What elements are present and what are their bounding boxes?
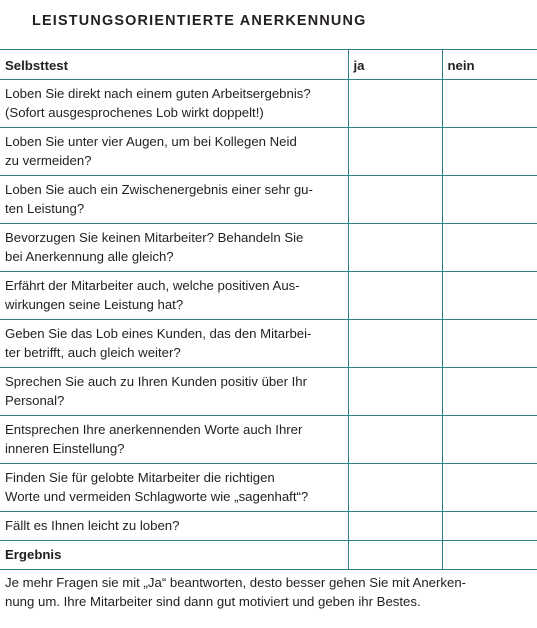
question-line: zu vermeiden?	[5, 152, 92, 168]
question-line: Geben Sie das Lob eines Kunden, das den Mitarbei-	[5, 325, 312, 341]
question-line: bei Anerkennung alle gleich?	[5, 248, 174, 264]
answer-nein-cell[interactable]	[442, 80, 537, 128]
result-ja-cell[interactable]	[348, 541, 442, 570]
question-line: Finden Sie für gelobte Mitarbeiter die richtigen	[5, 469, 275, 485]
question-row	[0, 512, 537, 541]
question-text	[0, 416, 348, 464]
question-line: Loben Sie direkt nach einem guten Arbeitsergebnis?	[5, 85, 311, 101]
answer-ja-cell[interactable]	[348, 416, 442, 464]
header-nein: nein	[442, 50, 537, 80]
answer-nein-cell[interactable]	[442, 416, 537, 464]
answer-ja-cell[interactable]	[348, 368, 442, 416]
answer-ja-cell[interactable]	[348, 512, 442, 541]
question-text	[0, 176, 348, 224]
question-row	[0, 80, 537, 128]
question-line: Loben Sie unter vier Augen, um bei Kollegen Neid	[5, 133, 297, 149]
table-header-row	[0, 50, 537, 80]
self-test-table	[0, 49, 537, 570]
answer-nein-cell[interactable]	[442, 224, 537, 272]
question-line: Sprechen Sie auch zu Ihren Kunden positiv über Ihr	[5, 373, 308, 389]
question-row	[0, 272, 537, 320]
question-text	[0, 128, 348, 176]
footnote-line: Je mehr Fragen sie mit „Ja“ beantworten, desto besser gehen Sie mit Anerken-	[5, 575, 467, 590]
header-ja: ja	[348, 50, 442, 80]
answer-nein-cell[interactable]	[442, 320, 537, 368]
result-row	[0, 541, 537, 570]
answer-ja-cell[interactable]	[348, 272, 442, 320]
question-row	[0, 416, 537, 464]
question-text	[0, 224, 348, 272]
answer-ja-cell[interactable]	[348, 224, 442, 272]
question-text	[0, 320, 348, 368]
answer-ja-cell[interactable]	[348, 464, 442, 512]
question-line: (Sofort ausgesprochenes Lob wirkt doppelt!)	[5, 104, 264, 120]
answer-nein-cell[interactable]	[442, 176, 537, 224]
result-label: Ergebnis	[0, 541, 348, 570]
question-row	[0, 224, 537, 272]
question-text	[0, 80, 348, 128]
question-line: inneren Einstellung?	[5, 440, 125, 456]
question-line: Personal?	[5, 392, 65, 408]
footnote-line: nung um. Ihre Mitarbeiter sind dann gut motiviert und geben ihr Bestes.	[5, 593, 421, 609]
question-line: Worte und vermeiden Schlagworte wie „sagenhaft“?	[5, 488, 309, 504]
answer-ja-cell[interactable]	[348, 80, 442, 128]
question-text	[0, 512, 348, 541]
question-text	[0, 464, 348, 512]
question-line: wirkungen seine Leistung hat?	[5, 296, 184, 312]
question-line: Bevorzugen Sie keinen Mitarbeiter? Behandeln Sie	[5, 229, 304, 245]
answer-ja-cell[interactable]	[348, 320, 442, 368]
question-line: Loben Sie auch ein Zwischenergebnis einer sehr gu-	[5, 181, 313, 197]
question-text	[0, 272, 348, 320]
question-line: Fällt es Ihnen leicht zu loben?	[5, 517, 180, 533]
question-row	[0, 368, 537, 416]
answer-nein-cell[interactable]	[442, 128, 537, 176]
answer-nein-cell[interactable]	[442, 368, 537, 416]
answer-nein-cell[interactable]	[442, 272, 537, 320]
footnote	[5, 574, 533, 611]
question-text	[0, 368, 348, 416]
answer-ja-cell[interactable]	[348, 128, 442, 176]
question-line: Erfährt der Mitarbeiter auch, welche positiven Aus-	[5, 277, 300, 293]
header-selbsttest: Selbsttest	[0, 50, 348, 80]
question-line: Entsprechen Ihre anerkennenden Worte auch Ihrer	[5, 421, 303, 437]
question-line: ten Leistung?	[5, 200, 85, 216]
answer-nein-cell[interactable]	[442, 512, 537, 541]
question-row	[0, 176, 537, 224]
answer-nein-cell[interactable]	[442, 464, 537, 512]
page-title: LEISTUNGSORIENTIERTE ANERKENNUNG	[32, 13, 367, 29]
result-nein-cell[interactable]	[442, 541, 537, 570]
answer-ja-cell[interactable]	[348, 176, 442, 224]
question-line: ter betrifft, auch gleich weiter?	[5, 344, 181, 360]
question-row	[0, 320, 537, 368]
question-row	[0, 464, 537, 512]
question-row	[0, 128, 537, 176]
